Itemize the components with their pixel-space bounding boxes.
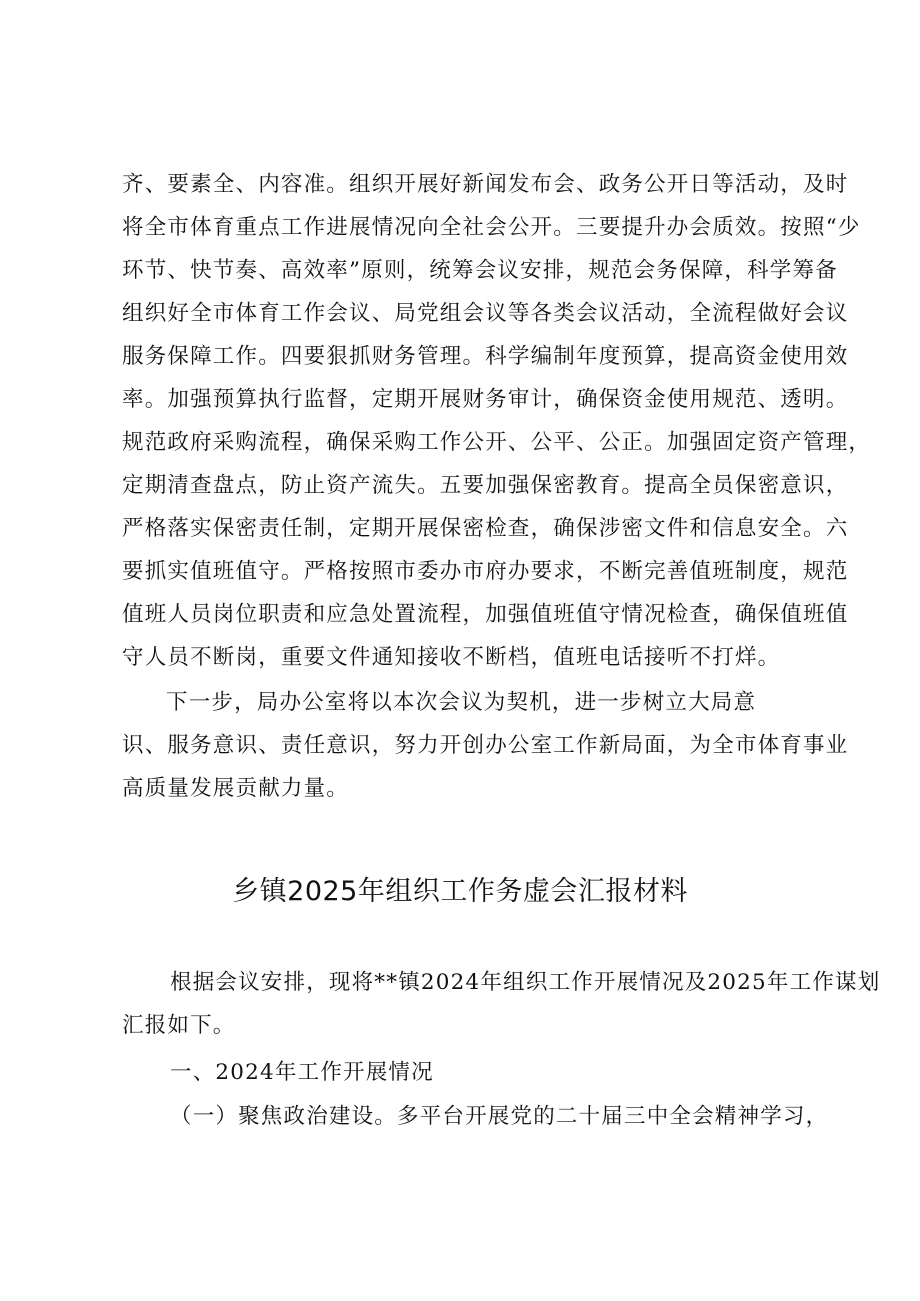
paragraph-line: 定期清查盘点，防止资产流失。五要加强保密教育。提高全员保密意识， bbox=[122, 473, 849, 498]
paragraph-line: 组织好全市体育工作会议、局党组会议等各类会议活动，全流程做好会议 bbox=[122, 301, 849, 326]
paragraph-line: 环节、快节奏、高效率”原则，统筹会议安排，规范会务保障，科学筹备 bbox=[122, 258, 838, 283]
paragraph-line: 值班人员岗位职责和应急处置流程，加强值班值守情况检查，确保值班值 bbox=[122, 602, 849, 627]
paragraph-line: 服务保障工作。四要狠抓财务管理。科学编制年度预算，提高资金使用效 bbox=[122, 344, 849, 369]
paragraph-line: 守人员不断岗，重要文件通知接收不断档，值班电话接听不打烊。 bbox=[122, 645, 781, 670]
paragraph-line: 严格落实保密责任制，定期开展保密检查，确保涉密文件和信息安全。六 bbox=[122, 516, 849, 541]
closing-paragraph-line: 下一步，局办公室将以本次会议为契机，进一步树立大局意 bbox=[166, 690, 757, 715]
closing-paragraph-line: 识、服务意识、责任意识，努力开创办公室工作新局面，为全市体育事业 bbox=[122, 733, 849, 758]
paragraph-line: 齐、要素全、内容准。组织开展好新闻发布会、政务公开日等活动，及时 bbox=[122, 172, 849, 197]
section-title: 乡镇2025年组织工作务虚会汇报材料 bbox=[232, 876, 688, 907]
paragraph-line: 规范政府采购流程，确保采购工作公开、公平、公正。加强固定资产管理， bbox=[122, 430, 872, 455]
intro-paragraph-line: 根据会议安排，现将**镇2024年组织工作开展情况及2025年工作谋划 bbox=[170, 970, 881, 995]
paragraph-line: 将全市体育重点工作进展情况向全社会公开。三要提升办会质效。按照“少 bbox=[122, 215, 861, 240]
closing-paragraph-line: 高质量发展贡献力量。 bbox=[122, 776, 350, 801]
paragraph-line: 率。加强预算执行监督，定期开展财务审计，确保资金使用规范、透明。 bbox=[122, 387, 849, 412]
heading-level-1: 一、2024年工作开展情况 bbox=[170, 1060, 434, 1085]
subheading-paragraph-line: （一）聚焦政治建设。多平台开展党的二十届三中全会精神学习， bbox=[170, 1104, 829, 1129]
paragraph-line: 要抓实值班值守。严格按照市委办市府办要求，不断完善值班制度，规范 bbox=[122, 559, 849, 584]
intro-paragraph-line: 汇报如下。 bbox=[122, 1013, 236, 1038]
